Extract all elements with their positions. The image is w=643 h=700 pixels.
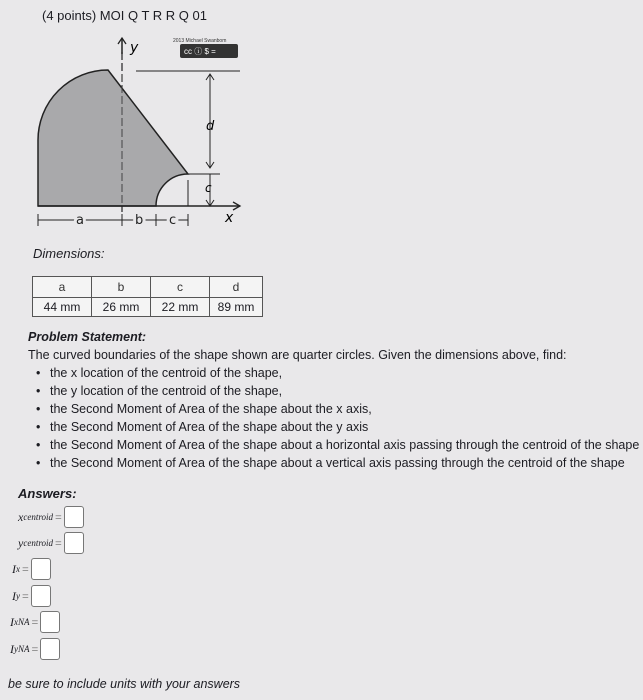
dimensions-header-row (33, 277, 263, 298)
dim-value-d: 89 mm (210, 298, 263, 317)
list-item: • the Second Moment of Area of the shape about a vertical axis passing through the centroid of the shape (40, 454, 643, 472)
b-label: b (135, 213, 144, 228)
answers-title: Answers: (18, 486, 77, 501)
answer-subscript: centroid (23, 538, 53, 548)
y-axis-label: y (130, 40, 139, 56)
equals-sign: = (22, 588, 29, 603)
answer-ixna (10, 611, 60, 633)
problem-statement (28, 328, 643, 472)
dim-header-b: b (92, 277, 151, 298)
dim-value-a: 44 mm (33, 298, 92, 317)
answer-label: y (18, 535, 24, 550)
equals-sign: = (55, 509, 62, 524)
answer-label: x (18, 509, 24, 524)
answer-ix (12, 558, 51, 580)
answer-subscript: centroid (23, 512, 53, 522)
answer-iy (12, 585, 51, 607)
credit-text: 2013 Michael Swanbom (173, 38, 227, 44)
equals-sign: = (31, 614, 39, 629)
shape-figure (30, 34, 260, 239)
c-horizontal-label: c (169, 213, 177, 228)
c-vertical-label: c (205, 181, 212, 195)
shape (38, 70, 188, 206)
answer-y-centroid (18, 532, 84, 554)
x-centroid-input[interactable] (64, 506, 84, 528)
problem-intro: The curved boundaries of the shape shown are quarter circles. Given the dimensions above, find: (28, 348, 567, 362)
answer-label: I (10, 641, 14, 656)
list-item: • the x location of the centroid of the shape, (40, 364, 643, 382)
list-item: • the Second Moment of Area of the shape about the y axis (40, 418, 643, 436)
dimensions-value-row (33, 298, 263, 317)
x-axis-label: x (225, 210, 234, 226)
question-header: (4 points) MOI Q T R R Q 01 (42, 8, 207, 23)
dim-value-c: 22 mm (151, 298, 210, 317)
answer-subscript: y (16, 591, 20, 601)
equals-sign: = (31, 641, 39, 656)
a-label: a (76, 213, 84, 228)
dim-header-d: d (210, 277, 263, 298)
license-badge-text: cc ⓘ $ = (184, 47, 216, 56)
dimensions-table (32, 276, 263, 317)
answer-label: I (12, 588, 16, 603)
answer-label: I (12, 561, 16, 576)
answer-subscript: xNA (14, 617, 30, 627)
equals-sign: = (22, 561, 29, 576)
equals-sign: = (55, 535, 62, 550)
list-item: • the y location of the centroid of the shape, (40, 382, 643, 400)
d-label: d (206, 119, 215, 134)
dim-value-b: 26 mm (92, 298, 151, 317)
list-item: • the Second Moment of Area of the shape about the x axis, (40, 400, 643, 418)
answer-label: I (10, 614, 14, 629)
answer-subscript: x (16, 564, 20, 574)
ixna-input[interactable] (40, 611, 60, 633)
problem-list (28, 364, 643, 472)
iyna-input[interactable] (40, 638, 60, 660)
list-item: • the Second Moment of Area of the shape about a horizontal axis passing through the centroid of the shape (40, 436, 643, 454)
y-centroid-input[interactable] (64, 532, 84, 554)
iy-input[interactable] (31, 585, 51, 607)
units-note: be sure to include units with your answers (8, 677, 241, 691)
dim-header-a: a (33, 277, 92, 298)
answer-subscript: yNA (14, 644, 30, 654)
dim-header-c: c (151, 277, 210, 298)
dimensions-label: Dimensions: (33, 246, 105, 261)
problem-title: Problem Statement: (28, 330, 147, 344)
answer-x-centroid (18, 506, 84, 528)
answer-iyna (10, 638, 60, 660)
ix-input[interactable] (31, 558, 51, 580)
